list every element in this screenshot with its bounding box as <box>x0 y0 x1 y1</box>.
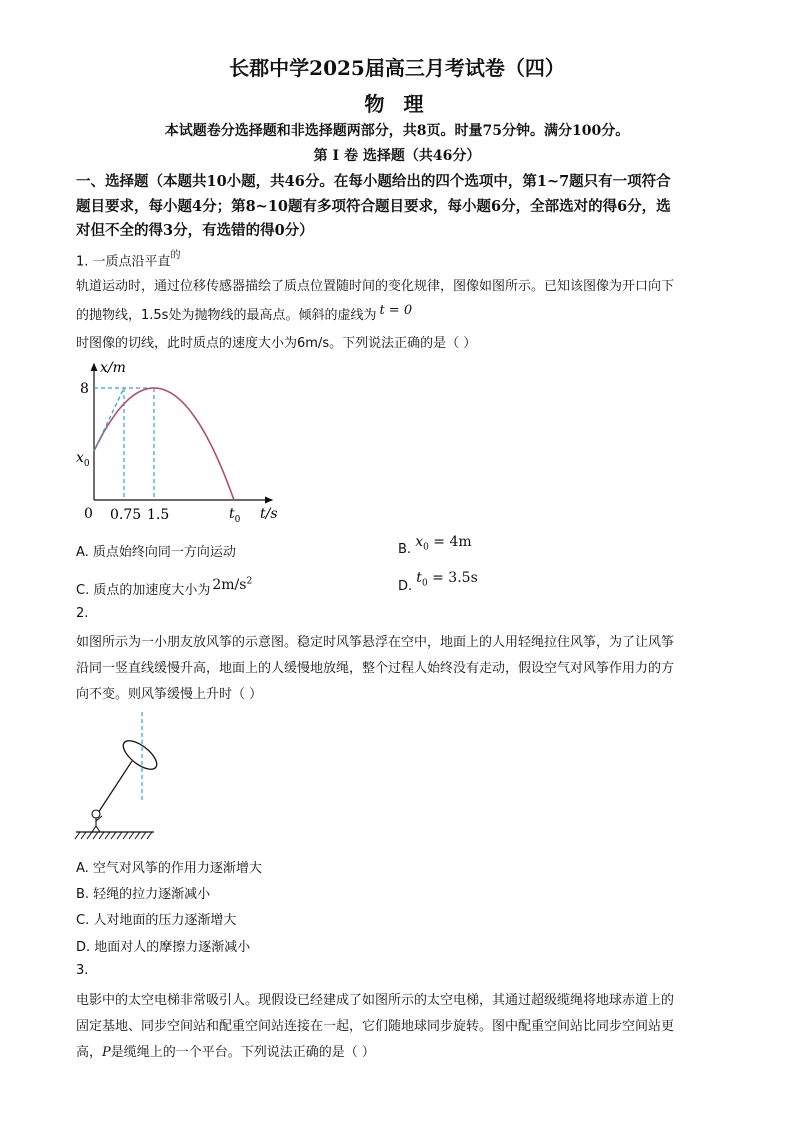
q1-option-c-sup: 2 <box>246 576 253 587</box>
q1-option-c-math: 2m/s <box>212 577 247 593</box>
q1-lead <box>76 248 181 269</box>
section1-line1: 一、选择题（本题共10小题，共46分。在每小题给出的四个选项中，第1~7题只有一项符合 <box>76 173 671 190</box>
q2-number: 2. <box>76 606 89 621</box>
hatch-mark <box>135 832 140 839</box>
q1-lead-text: 1. 一质点沿平直 <box>76 254 171 270</box>
q1-option-d-var: t <box>416 570 422 586</box>
q1-option-c-text: C. 质点的加速度大小为 <box>76 583 211 598</box>
section1-line3: 对但不全的得3分，有选错的得0分） <box>76 222 314 239</box>
q3-line3-end: 是缆绳上的一个平台。下列说法正确的是（ ） <box>110 1045 375 1060</box>
q3-line3-start: 高， <box>76 1045 103 1060</box>
hatch-mark <box>99 832 104 839</box>
person-leg-right <box>96 826 100 832</box>
q1-option-b[interactable] <box>398 534 472 557</box>
q2-option-d[interactable]: D. 地面对人的摩擦力逐渐减小 <box>76 940 251 955</box>
person-leg-left <box>92 826 96 832</box>
q1-option-a[interactable]: A. 质点始终向同一方向运动 <box>76 545 236 560</box>
x-tick-0: 0 <box>84 506 93 522</box>
ground-hatching <box>75 832 152 839</box>
q1-line3-math: t = 0 <box>379 303 413 318</box>
q1-line4: 时图像的切线，此时质点的速度大小为6m/s。下列说法正确的是（ ） <box>76 336 477 351</box>
q1-line3 <box>76 304 412 323</box>
q3-line3-p: P <box>102 1045 111 1060</box>
part-heading: 第 I 卷 选择题（共46分） <box>313 148 481 164</box>
y-tick-x0 <box>76 450 90 469</box>
q1-option-c[interactable] <box>76 574 253 598</box>
x-tick-075: 0.75 <box>110 507 142 523</box>
hatch-mark <box>117 832 122 839</box>
q1-option-d-sub: 0 <box>421 578 428 589</box>
exam-intro: 本试题卷分选择题和非选择题两部分，共8页。时量75分钟。满分100分。 <box>164 123 630 139</box>
parabola-curve <box>94 388 234 500</box>
hatch-mark <box>141 832 146 839</box>
x-tick-t0-var: t <box>229 506 235 522</box>
y-tick-x0-sub: 0 <box>83 459 90 469</box>
q1-option-b-rest: = 4m <box>428 534 472 550</box>
kite-diagram <box>74 710 184 850</box>
q3-number: 3. <box>76 963 89 978</box>
q2-option-c[interactable]: C. 人对地面的压力逐渐增大 <box>76 913 237 928</box>
y-axis-label: x/m <box>100 360 126 376</box>
hatch-mark <box>111 832 116 839</box>
x-tick-t0 <box>229 506 241 525</box>
x-axis-label: t/s <box>260 506 278 522</box>
q2-option-a[interactable]: A. 空气对风筝的作用力逐渐增大 <box>76 861 262 876</box>
kite-icon <box>119 736 162 775</box>
q2-line3: 向不变。则风筝缓慢上升时（ ） <box>76 687 263 702</box>
hatch-mark <box>129 832 134 839</box>
q3-line2: 固定基地、同步空间站和配重空间站连接在一起，它们随地球同步旋转。图中配重空间站比同步空间站更 <box>76 1019 675 1034</box>
person-head-icon <box>92 810 100 818</box>
hatch-mark <box>123 832 128 839</box>
q2-option-b[interactable]: B. 轻绳的拉力逐渐减小 <box>76 887 211 902</box>
hatch-mark <box>75 832 80 839</box>
hatch-mark <box>87 832 92 839</box>
q3-line3 <box>76 1041 375 1060</box>
q1-option-b-label: B. <box>398 542 412 557</box>
q1-lead-sup: 的 <box>170 250 181 261</box>
q1-line2: 轨道运动时，通过位移传感器描绘了质点位置随时间的变化规律，图像如图所示。已知该图像为开口向下 <box>76 279 675 294</box>
q1-option-b-sub: 0 <box>423 542 429 553</box>
tangent-line <box>94 388 124 451</box>
q1-option-d-label: D. <box>398 579 413 594</box>
q2-line2: 沿同一竖直线缓慢升高，地面上的人缓慢地放绳，整个过程人始终没有走动，假设空气对风筝作用力的方 <box>76 661 675 676</box>
y-tick-x0-var: x <box>76 450 84 466</box>
q1-option-d[interactable] <box>398 570 478 594</box>
q1-option-d-rest: = 3.5s <box>427 570 478 586</box>
hatch-mark <box>147 832 152 839</box>
q1-position-time-graph <box>72 358 287 528</box>
q3-line1: 电影中的太空电梯非常吸引人。现假设已经建成了如图所示的太空电梯，其通过超级缆绳将地球赤道上的 <box>76 993 675 1008</box>
x-tick-15: 1.5 <box>147 507 170 523</box>
exam-title: 长郡中学2025届高三月考试卷（四） <box>229 56 565 80</box>
y-tick-8: 8 <box>80 381 89 397</box>
hatch-mark <box>81 832 86 839</box>
hatch-mark <box>105 832 110 839</box>
subject-title: 物 理 <box>364 92 430 116</box>
q1-option-b-var: x <box>415 534 424 550</box>
kite-string <box>98 761 132 813</box>
q2-line1: 如图所示为一小朋友放风筝的示意图。稳定时风筝悬浮在空中，地面上的人用轻绳拉住风筝，为了让风筝 <box>76 635 675 650</box>
q1-line3-text: 的抛物线，1.5s处为抛物线的最高点。倾斜的虚线为 <box>76 308 377 323</box>
hatch-mark <box>93 832 98 839</box>
x-tick-t0-sub: 0 <box>234 515 241 525</box>
section1-line2: 题目要求，每小题4分；第8~10题有多项符合题目要求，每小题6分，全部选对的得6分，选 <box>76 198 671 215</box>
